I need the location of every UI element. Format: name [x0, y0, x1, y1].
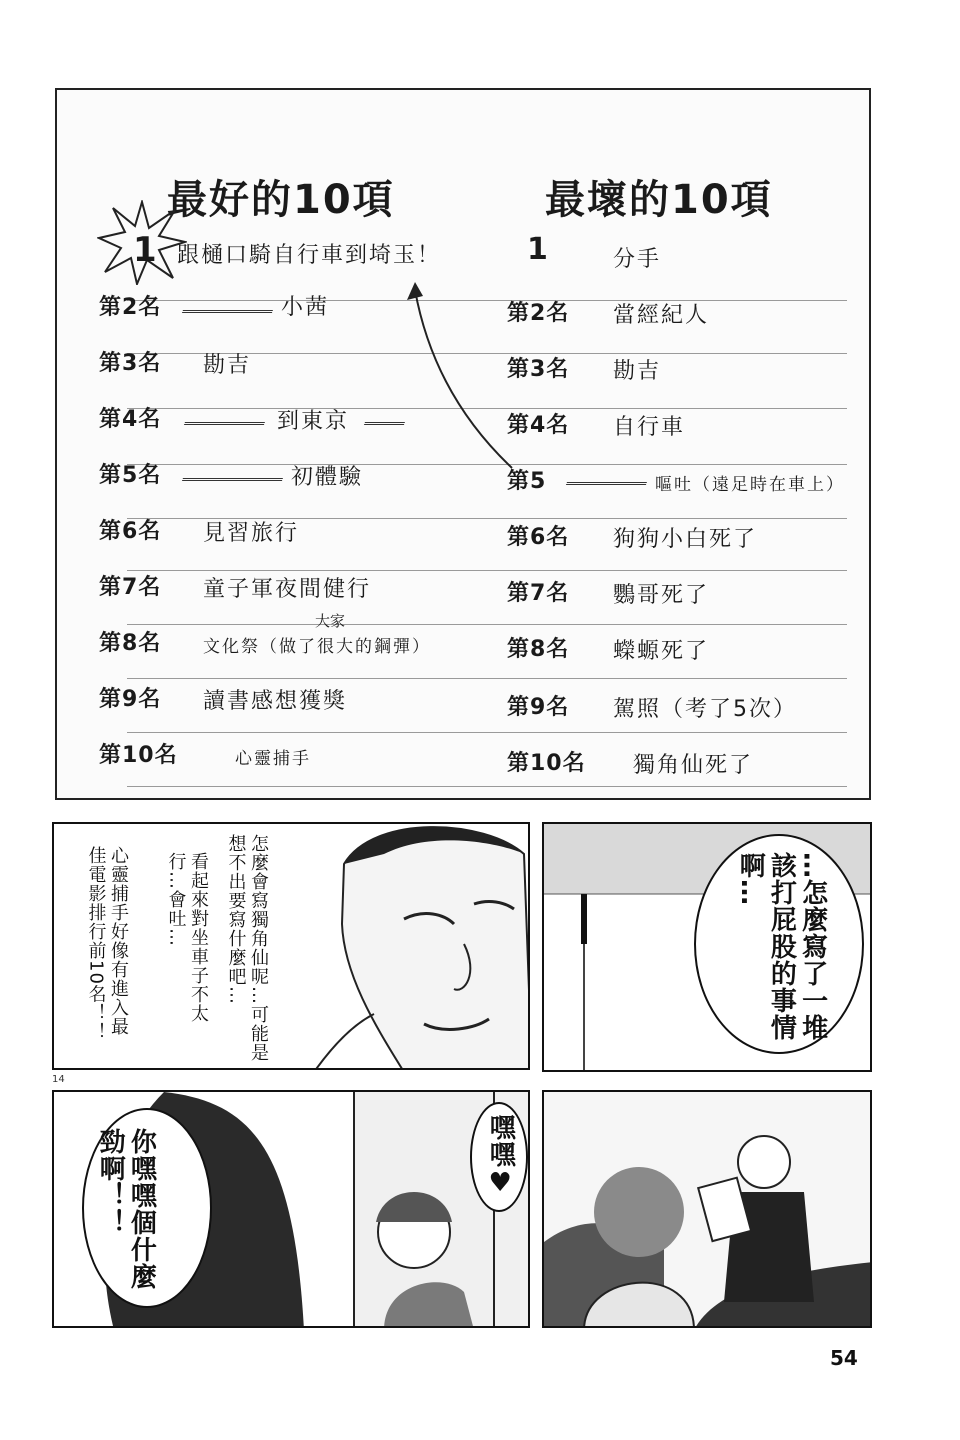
best-item-10: 心靈捕手	[235, 749, 311, 769]
best-item-4: 到東京	[277, 409, 350, 434]
worst-rank-10: 第10名	[507, 751, 586, 776]
speech-text: 你嘿嘿個什麼勁啊！！	[95, 1128, 157, 1290]
worst-rank-8: 第8名	[507, 637, 570, 662]
worst-item-6: 狗狗小白死了	[613, 527, 758, 552]
speech-text-small: 嘿嘿♥	[485, 1114, 516, 1199]
best-rank-3: 第3名	[99, 351, 162, 376]
ruled-line	[127, 570, 847, 571]
man-face-illustration	[314, 824, 530, 1070]
worst-item-1: 分手	[613, 247, 662, 272]
best-list-title: 最好的10項	[167, 177, 395, 223]
worst-rank-6: 第6名	[507, 525, 570, 550]
reading-scene-illustration	[544, 1092, 872, 1328]
best-item-8-note: 大家	[315, 612, 346, 630]
best-rank-8: 第8名	[99, 631, 162, 656]
best-rank-2: 第2名	[99, 295, 162, 320]
best-rank-10: 第10名	[99, 743, 178, 768]
worst-rank-7: 第7名	[507, 581, 570, 606]
ruled-line	[127, 678, 847, 679]
best-rank-5: 第5名	[99, 463, 162, 488]
worst-item-8: 蠑螈死了	[613, 639, 710, 664]
worst-rank-4: 第4名	[507, 413, 570, 438]
ranking-notebook-panel	[55, 88, 871, 800]
manga-panel-3	[52, 1090, 530, 1328]
best-rank-7: 第7名	[99, 575, 162, 600]
best-item-7: 童子軍夜間健行	[203, 577, 372, 602]
ruled-line	[127, 732, 847, 733]
worst-item-3: 勘吉	[613, 359, 662, 384]
worst-item-2: 當經紀人	[613, 303, 710, 328]
worst-rank-3: 第3名	[507, 357, 570, 382]
worst-item-10: 獨角仙死了	[633, 753, 754, 778]
manga-panel-2	[542, 822, 872, 1072]
best-item-1: 跟樋口騎自行車到埼玉！	[177, 243, 442, 268]
worst-rank-2: 第2名	[507, 301, 570, 326]
page-number: 54	[830, 1346, 858, 1370]
worst-item-4: 自行車	[613, 415, 686, 440]
best-rank-9: 第9名	[99, 687, 162, 712]
best-item-8: 文化祭（做了很大的鋼彈）	[203, 637, 431, 657]
scribble-mark	[182, 464, 288, 481]
scribble-mark	[182, 296, 278, 313]
best-item-5: 初體驗	[291, 465, 364, 490]
ruled-line	[127, 786, 847, 787]
best-rank-6: 第6名	[99, 519, 162, 544]
worst-item-5: 嘔吐（遠足時在車上）	[655, 475, 845, 495]
speech-text: …怎麼寫了一堆該打屁股的事情啊…	[735, 852, 828, 1041]
ruled-line	[127, 624, 847, 625]
narration-text-a: 心靈捕手好像有進入最佳電影排行前10名！！	[85, 846, 129, 1042]
best-item-3: 勘吉	[203, 353, 252, 378]
worst-rank-9: 第9名	[507, 695, 570, 720]
best-rank-4: 第4名	[99, 407, 162, 432]
scribble-mark	[184, 408, 270, 425]
worst-item-7: 鸚哥死了	[613, 583, 710, 608]
best-item-9: 讀書感想獲獎	[203, 689, 348, 714]
best-item-2: 小茜	[281, 295, 330, 320]
worst-rank-1: 1	[527, 232, 549, 267]
worst-list-title: 最壞的10項	[545, 177, 773, 223]
manga-panel-1	[52, 822, 530, 1070]
manga-panel-4	[542, 1090, 872, 1328]
narration-text-b: 看起來對坐車子不太行…會吐…	[165, 852, 209, 1023]
worst-item-9: 駕照（考了5次）	[613, 697, 797, 722]
narration-text-c: 怎麼會寫獨角仙呢…可能是想不出要寫什麼吧…	[225, 834, 269, 1062]
worst-rank-5: 第5	[507, 469, 547, 494]
best-rank-1: 1	[133, 230, 158, 270]
scribble-mark	[566, 468, 652, 485]
panel-number: 14	[52, 1074, 65, 1085]
best-item-6: 見習旅行	[203, 521, 300, 546]
